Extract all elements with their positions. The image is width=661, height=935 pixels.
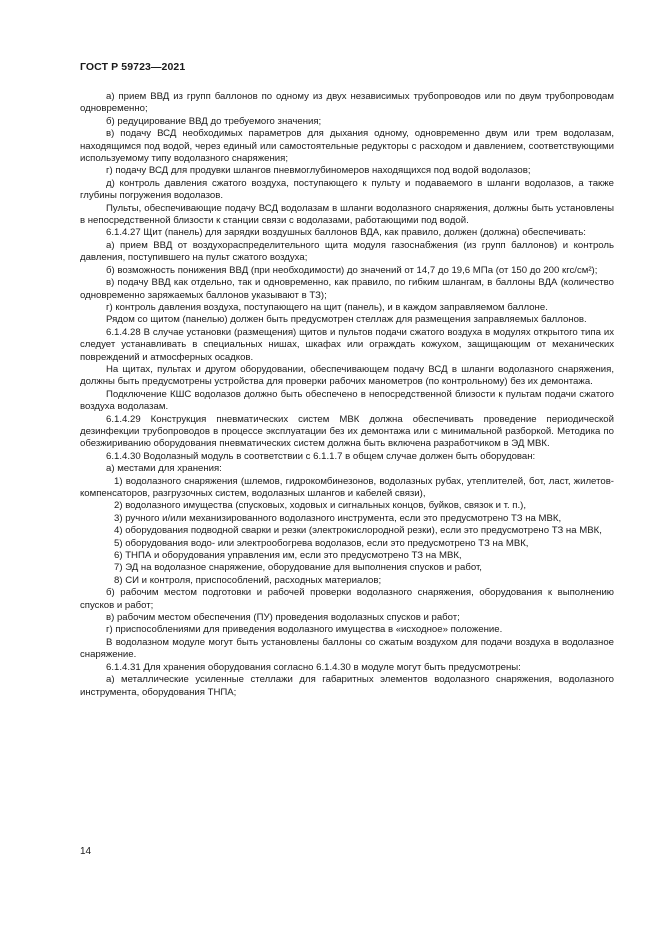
page-number: 14 [80,846,92,857]
paragraph: Пульты, обеспечивающие подачу ВСД водолазам в шланги водолазного снаряжения, должны быть установлены в непосредственной близости к станции связи с водолазами, работающими под водой. [80,202,614,227]
paragraph: 6.1.4.30 Водолазный модуль в соответствии с 6.1.1.7 в общем случае должен быть оборудован: [106,450,536,462]
paragraph: в) рабочим местом обеспечения (ПУ) проведения водолазных спусков и работ; [106,612,460,624]
paragraph: г) контроль давления воздуха, поступающего на щит (панель), и в каждом заправляемом баллоне. [106,301,548,313]
paragraph: 2) водолазного имущества (спусковых, ходовых и сигнальных концов, буйков, связок и т. п.), [114,500,527,512]
paragraph: 8) СИ и контроля, приспособлений, расходных материалов; [114,574,382,586]
standard-header: ГОСТ Р 59723—2021 [80,61,186,73]
paragraph: а) местами для хранения: [106,463,222,475]
paragraph: 6) ТНПА и оборудования управления им, если это предусмотрено ТЗ на МВК, [114,550,462,562]
paragraph: 3) ручного и/или механизированного водолазного инструмента, если это предусмотрено ТЗ на МВК, [114,512,562,524]
paragraph: г) подачу ВСД для продувки шлангов пневмоглубиномеров находящихся под водой водолазов; [106,165,531,177]
paragraph: б) возможность понижения ВВД (при необходимости) до значений от 14,7 до 19,6 МПа (от 150 до 200 кгс/см²); [106,264,598,276]
paragraph: 6.1.4.27 Щит (панель) для зарядки воздушных баллонов ВДА, как правило, должен (должна) обеспечивать: [106,227,586,239]
paragraph: 5) оборудования водо- или электрообогрева водолазов, если это предусмотрено ТЗ на МВК, [114,537,529,549]
paragraph: 6.1.4.29 Конструкция пневматических систем МВК должна обеспечивать проведение периодической дезинфекции трубопроводов в процессе эксплуатации без их демонтажа или с минимальной разборкой. Методика по обезжириванию оборудования пневматических систем должна быть включена разработчиком в ЭД МВК. [80,413,614,450]
paragraph: а) прием ВВД из групп баллонов по одному из двух независимых трубопроводов или по двум трубопроводам одновременно; [80,91,614,115]
paragraph: 6.1.4.31 Для хранения оборудования согласно 6.1.4.30 в модуле могут быть предусмотрены: [106,661,521,673]
paragraph: 7) ЭД на водолазное снаряжение, оборудование для выполнения спусков и работ, [114,562,482,574]
paragraph: Подключение КШС водолазов должно быть обеспечено в непосредственной близости к пультам подачи сжатого воздуха водолазам. [80,388,614,413]
paragraph: В водолазном модуле могут быть установлены баллоны со сжатым воздухом для подачи воздуха в водолазное снаряжение. [80,636,614,661]
paragraph: г) приспособлениями для приведения водолазного имущества в «исходное» положение. [106,624,503,636]
paragraph: в) подачу ВВД как отдельно, так и одновременно, как правило, по гибким шлангам, в баллоны ВДА (количество одновременно заряжаемых баллонов указывают в ТЗ); [80,277,614,301]
paragraph: д) контроль давления сжатого воздуха, поступающего к пульту и подаваемого в шланги водолазов, а также глубины погружения водолазов. [80,177,614,202]
paragraph: 6.1.4.28 В случае установки (размещения) щитов и пультов подачи сжатого воздуха в модулях открытого типа их следует устанавливать в специальных нишах, шкафах или ограждать кожухом, защищающим от механических повреждений и атмосферных осадков. [80,326,614,363]
paragraph: а) прием ВВД от воздухораспределительного щита модуля газоснабжения (из групп баллонов) и контроль давления, поступившего на пульт сжатого воздуха; [80,239,614,264]
paragraph: б) редуцирование ВВД до требуемого значения; [106,115,322,127]
paragraph: На щитах, пультах и другом оборудовании, обеспечивающем подачу ВСД в шланги водолазного снаряжения, должны быть предусмотрены устройства для проверки рабочих манометров (по контрольному) без их демонтажа. [80,363,614,388]
paragraph: 4) оборудования подводной сварки и резки (электрокислородной резки), если это предусмотрено ТЗ на МВК, [114,525,602,537]
paragraph: Рядом со щитом (панелью) должен быть предусмотрен стеллаж для размещения заправляемых баллонов. [106,314,587,326]
paragraph: а) металлические усиленные стеллажи для габаритных элементов водолазного снаряжения, водолазного инструмента, оборудования ТНПА; [80,674,614,698]
paragraph: в) подачу ВСД необходимых параметров для дыхания одному, одновременно двум или трем водолазам, находящимся под водой, через единый или самостоятельные редукторы с расходом и давлением, соответствующими используемому типу водолазного снаряжения; [80,128,614,165]
paragraph: 1) водолазного снаряжения (шлемов, гидрокомбинезонов, водолазных рубах, утеплителей, бот, ласт, жилетов-компенсаторов, разгрузочных систем, водолазных шлангов и кабелей связи), [80,475,614,499]
paragraph: б) рабочим местом подготовки и рабочей проверки водолазного снаряжения, оборудования к выполнению спусков и работ; [80,587,614,611]
body-text [80,91,614,699]
